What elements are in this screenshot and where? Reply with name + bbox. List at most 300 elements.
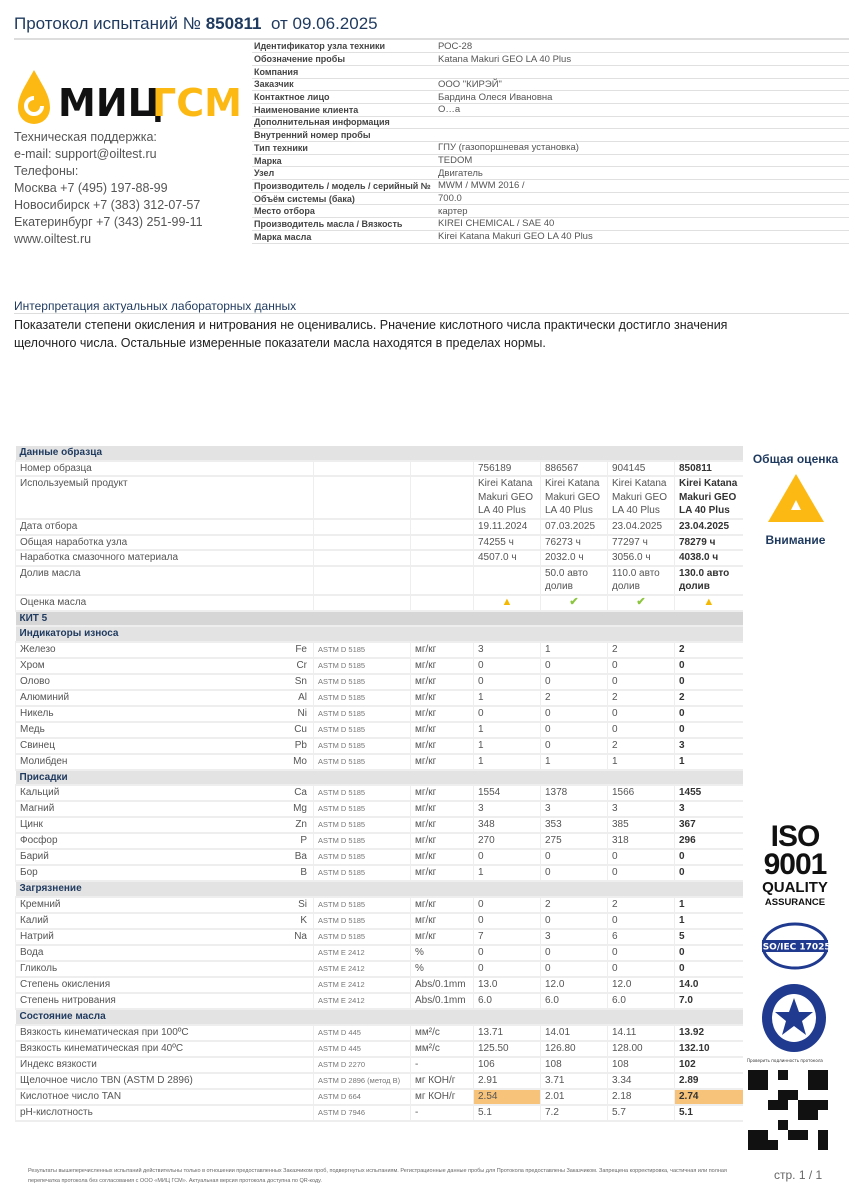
info-label: Марка [252,154,436,167]
parameter-label: Олово [20,675,50,687]
result-value: 5.1 [675,1105,743,1121]
result-value: 1 [474,738,541,754]
contact-line: Новосибирск +7 (383) 312-07-57 [14,198,201,212]
result-value: 2.74 [675,1089,743,1105]
info-value: Katana Makuri GEO LA 40 Plus [436,53,849,66]
info-row [252,53,849,66]
empty-cell [314,535,411,551]
parameter-label: Хром [20,659,45,671]
result-value: 13.0 [474,977,541,993]
footer-disclaimer: Результаты вышеперечисленных испытаний действительны только в отношении предоставленных Заказчиком проб, подвергнутых испытаниям. Регистрационные данные пробы для Протокола предоставлены Заказчиком. Запрещена корректировка, частичная или полная перепечатка протокола без согласования с ООО «МИЦ ГСМ». Актуальная версия протокола доступна по QR-коду. [28,1168,727,1184]
info-value: ГПУ (газопоршневая установка) [436,142,849,155]
result-value: 2 [541,690,608,706]
empty-cell [411,535,474,551]
parameter-label: Индекс вязкости [20,1058,97,1070]
page-title [14,14,378,34]
section-title: Присадки [16,770,743,786]
result-value: 0 [541,674,608,690]
sample-row [16,461,743,477]
result-value: 3 [608,801,675,817]
info-value [436,116,849,129]
iso-9001-badge [760,820,830,908]
parameter-name [16,1057,314,1073]
parameter-name [16,754,314,770]
result-value: 3 [675,738,743,754]
contact-line: Техническая поддержка: [14,130,157,144]
section-header [16,770,743,786]
result-value: 5 [675,929,743,945]
sample-row [16,476,743,519]
unit: мг/кг [411,690,474,706]
drop-logo-icon [14,68,242,128]
result-value: 0 [675,945,743,961]
test-method: ASTM E 2412 [314,961,411,977]
element-symbol: Al [298,691,307,703]
parameter-name [16,738,314,754]
result-value: 108 [541,1057,608,1073]
info-row [252,230,849,243]
parameter-name [16,785,314,801]
warning-triangle-icon [766,472,826,524]
section-title: Загрязнение [16,881,743,897]
element-symbol: Cr [296,659,307,671]
result-value: 2.91 [474,1073,541,1089]
result-value: 132.10 [675,1041,743,1057]
contact-line: Телефоны: [14,164,79,178]
result-row [16,642,743,658]
parameter-name [16,642,314,658]
svg-text:МИЦ: МИЦ [58,81,163,125]
parameter-name [16,897,314,913]
result-row [16,674,743,690]
parameter-label: Бор [20,867,38,879]
sample-value: 77297 ч [608,535,675,551]
result-row [16,865,743,881]
info-value [436,65,849,78]
sample-value: 4507.0 ч [474,550,541,566]
sample-value: 756189 [474,461,541,477]
unit: мг/кг [411,706,474,722]
result-value: 2 [608,897,675,913]
test-method: ASTM D 5185 [314,833,411,849]
result-value: 3 [474,801,541,817]
contact-line: e-mail: support@oiltest.ru [14,147,157,161]
parameter-label: Свинец [20,739,55,751]
result-value: 0 [675,961,743,977]
result-value: 296 [675,833,743,849]
unit: Abs/0.1mm [411,977,474,993]
result-value: 3 [541,801,608,817]
unit: мг КОН/г [411,1089,474,1105]
row-label: Оценка масла [16,595,314,611]
result-row [16,929,743,945]
unit: % [411,961,474,977]
unit: мг/кг [411,801,474,817]
parameter-name [16,1073,314,1089]
divider [14,313,849,314]
result-value: 1 [675,897,743,913]
info-row [252,129,849,142]
test-method: ASTM D 5185 [314,642,411,658]
contact-line: Москва +7 (495) 197-88-99 [14,181,168,195]
result-value: 13.71 [474,1025,541,1041]
section-header [16,881,743,897]
info-row [252,65,849,78]
element-symbol: Ca [294,787,307,799]
result-value: 3 [541,929,608,945]
element-symbol: Cu [294,723,307,735]
result-value: 0 [474,849,541,865]
iso-quality: QUALITY [762,879,828,896]
info-label: Тип техники [252,142,436,155]
title-prefix: Протокол испытаний № [14,14,206,33]
info-label: Контактное лицо [252,91,436,104]
sample-value: 19.11.2024 [474,519,541,535]
test-method: ASTM D 5185 [314,785,411,801]
result-value: 0 [608,849,675,865]
parameter-name [16,1025,314,1041]
info-label: Внутренний номер пробы [252,129,436,142]
unit: мг/кг [411,658,474,674]
parameter-name [16,706,314,722]
result-value: 0 [541,913,608,929]
result-value: 3.71 [541,1073,608,1089]
result-value: 2.54 [474,1089,541,1105]
empty-cell [411,519,474,535]
element-symbol: Ba [294,851,307,863]
test-method: ASTM D 5185 [314,658,411,674]
parameter-label: Кальций [20,787,60,799]
info-label: Наименование клиента [252,103,436,116]
result-value: 3 [474,642,541,658]
protocol-number: 850811 [205,14,262,33]
parameter-label: Кремний [20,898,61,910]
sample-value: 850811 [675,461,743,477]
parameter-name [16,945,314,961]
result-value: 0 [541,961,608,977]
info-label: Узел [252,167,436,180]
result-value: 125.50 [474,1041,541,1057]
result-value: 12.0 [608,977,675,993]
row-label: Общая наработка узла [16,535,314,551]
empty-cell [314,476,411,519]
result-row [16,977,743,993]
test-method: ASTM D 5185 [314,722,411,738]
unit: % [411,945,474,961]
result-value: 126.80 [541,1041,608,1057]
info-label: Компания [252,65,436,78]
result-value: 0 [608,945,675,961]
sample-row [16,566,743,595]
row-label: Номер образца [16,461,314,477]
parameter-name [16,1089,314,1105]
info-row [252,142,849,155]
info-value: О…а [436,103,849,116]
check-icon: ✔ [541,595,608,611]
result-value: 1 [608,754,675,770]
result-value: 0 [541,658,608,674]
result-value: 0 [675,722,743,738]
element-symbol: K [300,914,307,926]
element-symbol: Na [294,930,307,942]
info-value: Kirei Katana Makuri GEO LA 40 Plus [436,230,849,243]
unit: мг/кг [411,817,474,833]
unit: мг КОН/г [411,1073,474,1089]
result-value: 12.0 [541,977,608,993]
parameter-label: Никель [20,707,54,719]
parameter-name [16,993,314,1009]
result-value: 5.1 [474,1105,541,1121]
empty-cell [411,461,474,477]
result-value: 385 [608,817,675,833]
test-method: ASTM D 5185 [314,817,411,833]
sample-value: 2032.0 ч [541,550,608,566]
result-value: 7.0 [675,993,743,1009]
result-row [16,722,743,738]
iso-number: 9001 [763,848,827,881]
info-label: Заказчик [252,78,436,91]
parameter-label: Натрий [20,930,54,942]
page-number: стр. 1 / 1 [774,1168,823,1182]
info-value: Бардина Олеся Ивановна [436,91,849,104]
parameter-label: Кислотное число TAN [20,1090,122,1102]
info-row [252,154,849,167]
result-value: 106 [474,1057,541,1073]
result-value: 0 [608,722,675,738]
result-value: 2 [675,690,743,706]
test-method: ASTM D 5185 [314,929,411,945]
result-value: 318 [608,833,675,849]
result-value: 0 [608,674,675,690]
unit: - [411,1105,474,1121]
interpretation-text: Показатели степени окисления и нитрования не оценивались. Рначение кислотного числа практически достигло значения щелочного числа. Остальные измеренные показатели масла находятся в пределах нормы. [14,318,728,350]
unit: мм²/с [411,1041,474,1057]
qr-code-icon[interactable] [748,1070,828,1150]
result-value: 0 [675,706,743,722]
sample-value: 23.04.2025 [675,519,743,535]
result-value: 2.18 [608,1089,675,1105]
test-method: ASTM D 5185 [314,801,411,817]
contacts [14,129,203,248]
test-method: ASTM D 664 [314,1089,411,1105]
unit: - [411,1057,474,1073]
unit: мг/кг [411,754,474,770]
parameter-label: Степень нитрования [20,994,116,1006]
result-value: 14.01 [541,1025,608,1041]
registry-seal-icon [760,982,828,1054]
iso-text: ISO [770,820,820,853]
result-value: 2 [675,642,743,658]
info-label: Производитель / модель / серийный № [252,180,436,193]
info-label: Идентификатор узла техники [252,40,436,53]
contact-line: Екатеринбург +7 (343) 251-99-11 [14,215,203,229]
row-label: Наработка смазочного материала [16,550,314,566]
section-header [16,626,743,642]
result-value: 2 [608,690,675,706]
result-row [16,658,743,674]
unit: Abs/0.1mm [411,993,474,1009]
unit: мг/кг [411,865,474,881]
result-value: 1 [474,722,541,738]
result-row [16,1073,743,1089]
parameter-name [16,1041,314,1057]
qr-caption: Проверить подлинность протокола [747,1059,823,1064]
info-label: Объём системы (бака) [252,192,436,205]
sample-row [16,550,743,566]
sample-value: 50.0 авто долив [541,566,608,595]
overall-assessment [748,452,843,547]
element-symbol: Pb [294,739,307,751]
sample-value: Kirei Katana Makuri GEO LA 40 Plus [608,476,675,519]
result-value: 0 [474,658,541,674]
parameter-label: Гликоль [20,962,58,974]
result-value: 1378 [541,785,608,801]
result-value: 0 [541,849,608,865]
result-value: 1 [675,754,743,770]
parameter-label: pH-кислотность [20,1106,93,1118]
parameter-name [16,913,314,929]
accreditation-badge-icon [760,922,830,970]
empty-cell [411,476,474,519]
empty-cell [411,550,474,566]
sample-value: 3056.0 ч [608,550,675,566]
empty-cell [314,595,411,611]
result-value: 367 [675,817,743,833]
result-value: 0 [541,706,608,722]
result-row [16,706,743,722]
result-value: 0 [608,706,675,722]
parameter-label: Вязкость кинематическая при 40ºC [20,1042,184,1054]
parameter-name [16,977,314,993]
result-value: 14.11 [608,1025,675,1041]
result-value: 1455 [675,785,743,801]
result-row [16,738,743,754]
result-value: 2 [541,897,608,913]
info-value [436,129,849,142]
info-label: Место отбора [252,205,436,218]
info-row [252,91,849,104]
sample-value: 110.0 авто долив [608,566,675,595]
result-value: 0 [608,913,675,929]
info-label: Дополнительная информация [252,116,436,129]
iso-assurance: ASSURANCE [764,897,826,908]
element-symbol: Zn [295,819,307,831]
info-value: 700.0 [436,192,849,205]
result-row [16,690,743,706]
info-row [252,180,849,193]
result-value: 0 [474,706,541,722]
result-row [16,801,743,817]
result-value: 0 [541,945,608,961]
sample-row [16,595,743,611]
result-row [16,897,743,913]
test-method: ASTM D 5185 [314,674,411,690]
parameter-name [16,817,314,833]
result-row [16,1041,743,1057]
parameter-label: Вязкость кинематическая при 100ºC [20,1026,189,1038]
parameter-label: Цинк [20,819,43,831]
test-method: ASTM D 5185 [314,706,411,722]
parameter-name [16,1105,314,1121]
test-method: ASTM E 2412 [314,993,411,1009]
parameter-label: Фосфор [20,835,58,847]
unit: мг/кг [411,674,474,690]
result-value: 2 [608,642,675,658]
results-table [15,446,743,1122]
result-value: 6.0 [608,993,675,1009]
result-value: 6.0 [474,993,541,1009]
section-header [16,446,743,461]
result-value: 2.89 [675,1073,743,1089]
sample-value: 07.03.2025 [541,519,608,535]
result-value: 1 [541,754,608,770]
result-row [16,754,743,770]
parameter-name [16,690,314,706]
sample-row [16,535,743,551]
test-method: ASTM D 5185 [314,897,411,913]
test-method: ASTM D 445 [314,1041,411,1057]
empty-cell [314,519,411,535]
section-title: Состояние масла [16,1009,743,1025]
result-value: 1 [474,690,541,706]
result-value: 275 [541,833,608,849]
parameter-label: Медь [20,723,45,735]
sample-value: 78279 ч [675,535,743,551]
result-value: 0 [474,913,541,929]
result-value: 348 [474,817,541,833]
result-value: 1 [541,642,608,658]
result-value: 14.0 [675,977,743,993]
element-symbol: Si [298,898,307,910]
result-value: 7.2 [541,1105,608,1121]
result-value: 0 [541,738,608,754]
result-value: 2.01 [541,1089,608,1105]
parameter-label: Вода [20,946,44,958]
test-method: ASTM D 5185 [314,913,411,929]
parameter-label: Алюминий [20,691,70,703]
unit: мг/кг [411,833,474,849]
result-row [16,945,743,961]
result-value: 3 [675,801,743,817]
sample-value: 886567 [541,461,608,477]
sample-value: 74255 ч [474,535,541,551]
unit: мг/кг [411,722,474,738]
parameter-name [16,658,314,674]
result-row [16,785,743,801]
parameter-label: Железо [20,643,56,655]
svg-text:ГСМ: ГСМ [152,81,242,125]
section-title: Данные образца [16,446,743,461]
element-symbol: B [300,867,307,879]
parameter-label: Щелочное число TBN (ASTM D 2896) [20,1074,193,1086]
info-value: РОС-28 [436,40,849,53]
overall-title: Общая оценка [752,452,839,466]
result-value: 128.00 [608,1041,675,1057]
info-label: Производитель масла / Вязкость [252,218,436,231]
parameter-name [16,849,314,865]
sample-value: 130.0 авто долив [675,566,743,595]
parameter-name [16,929,314,945]
unit: мг/кг [411,785,474,801]
parameter-name [16,674,314,690]
unit: мг/кг [411,913,474,929]
info-value: TEDOM [436,154,849,167]
sample-value: Kirei Katana Makuri GEO LA 40 Plus [675,476,743,519]
contact-line: www.oiltest.ru [14,232,92,246]
test-method: ASTM D 2270 [314,1057,411,1073]
empty-cell [411,595,474,611]
element-symbol: Ni [297,707,307,719]
